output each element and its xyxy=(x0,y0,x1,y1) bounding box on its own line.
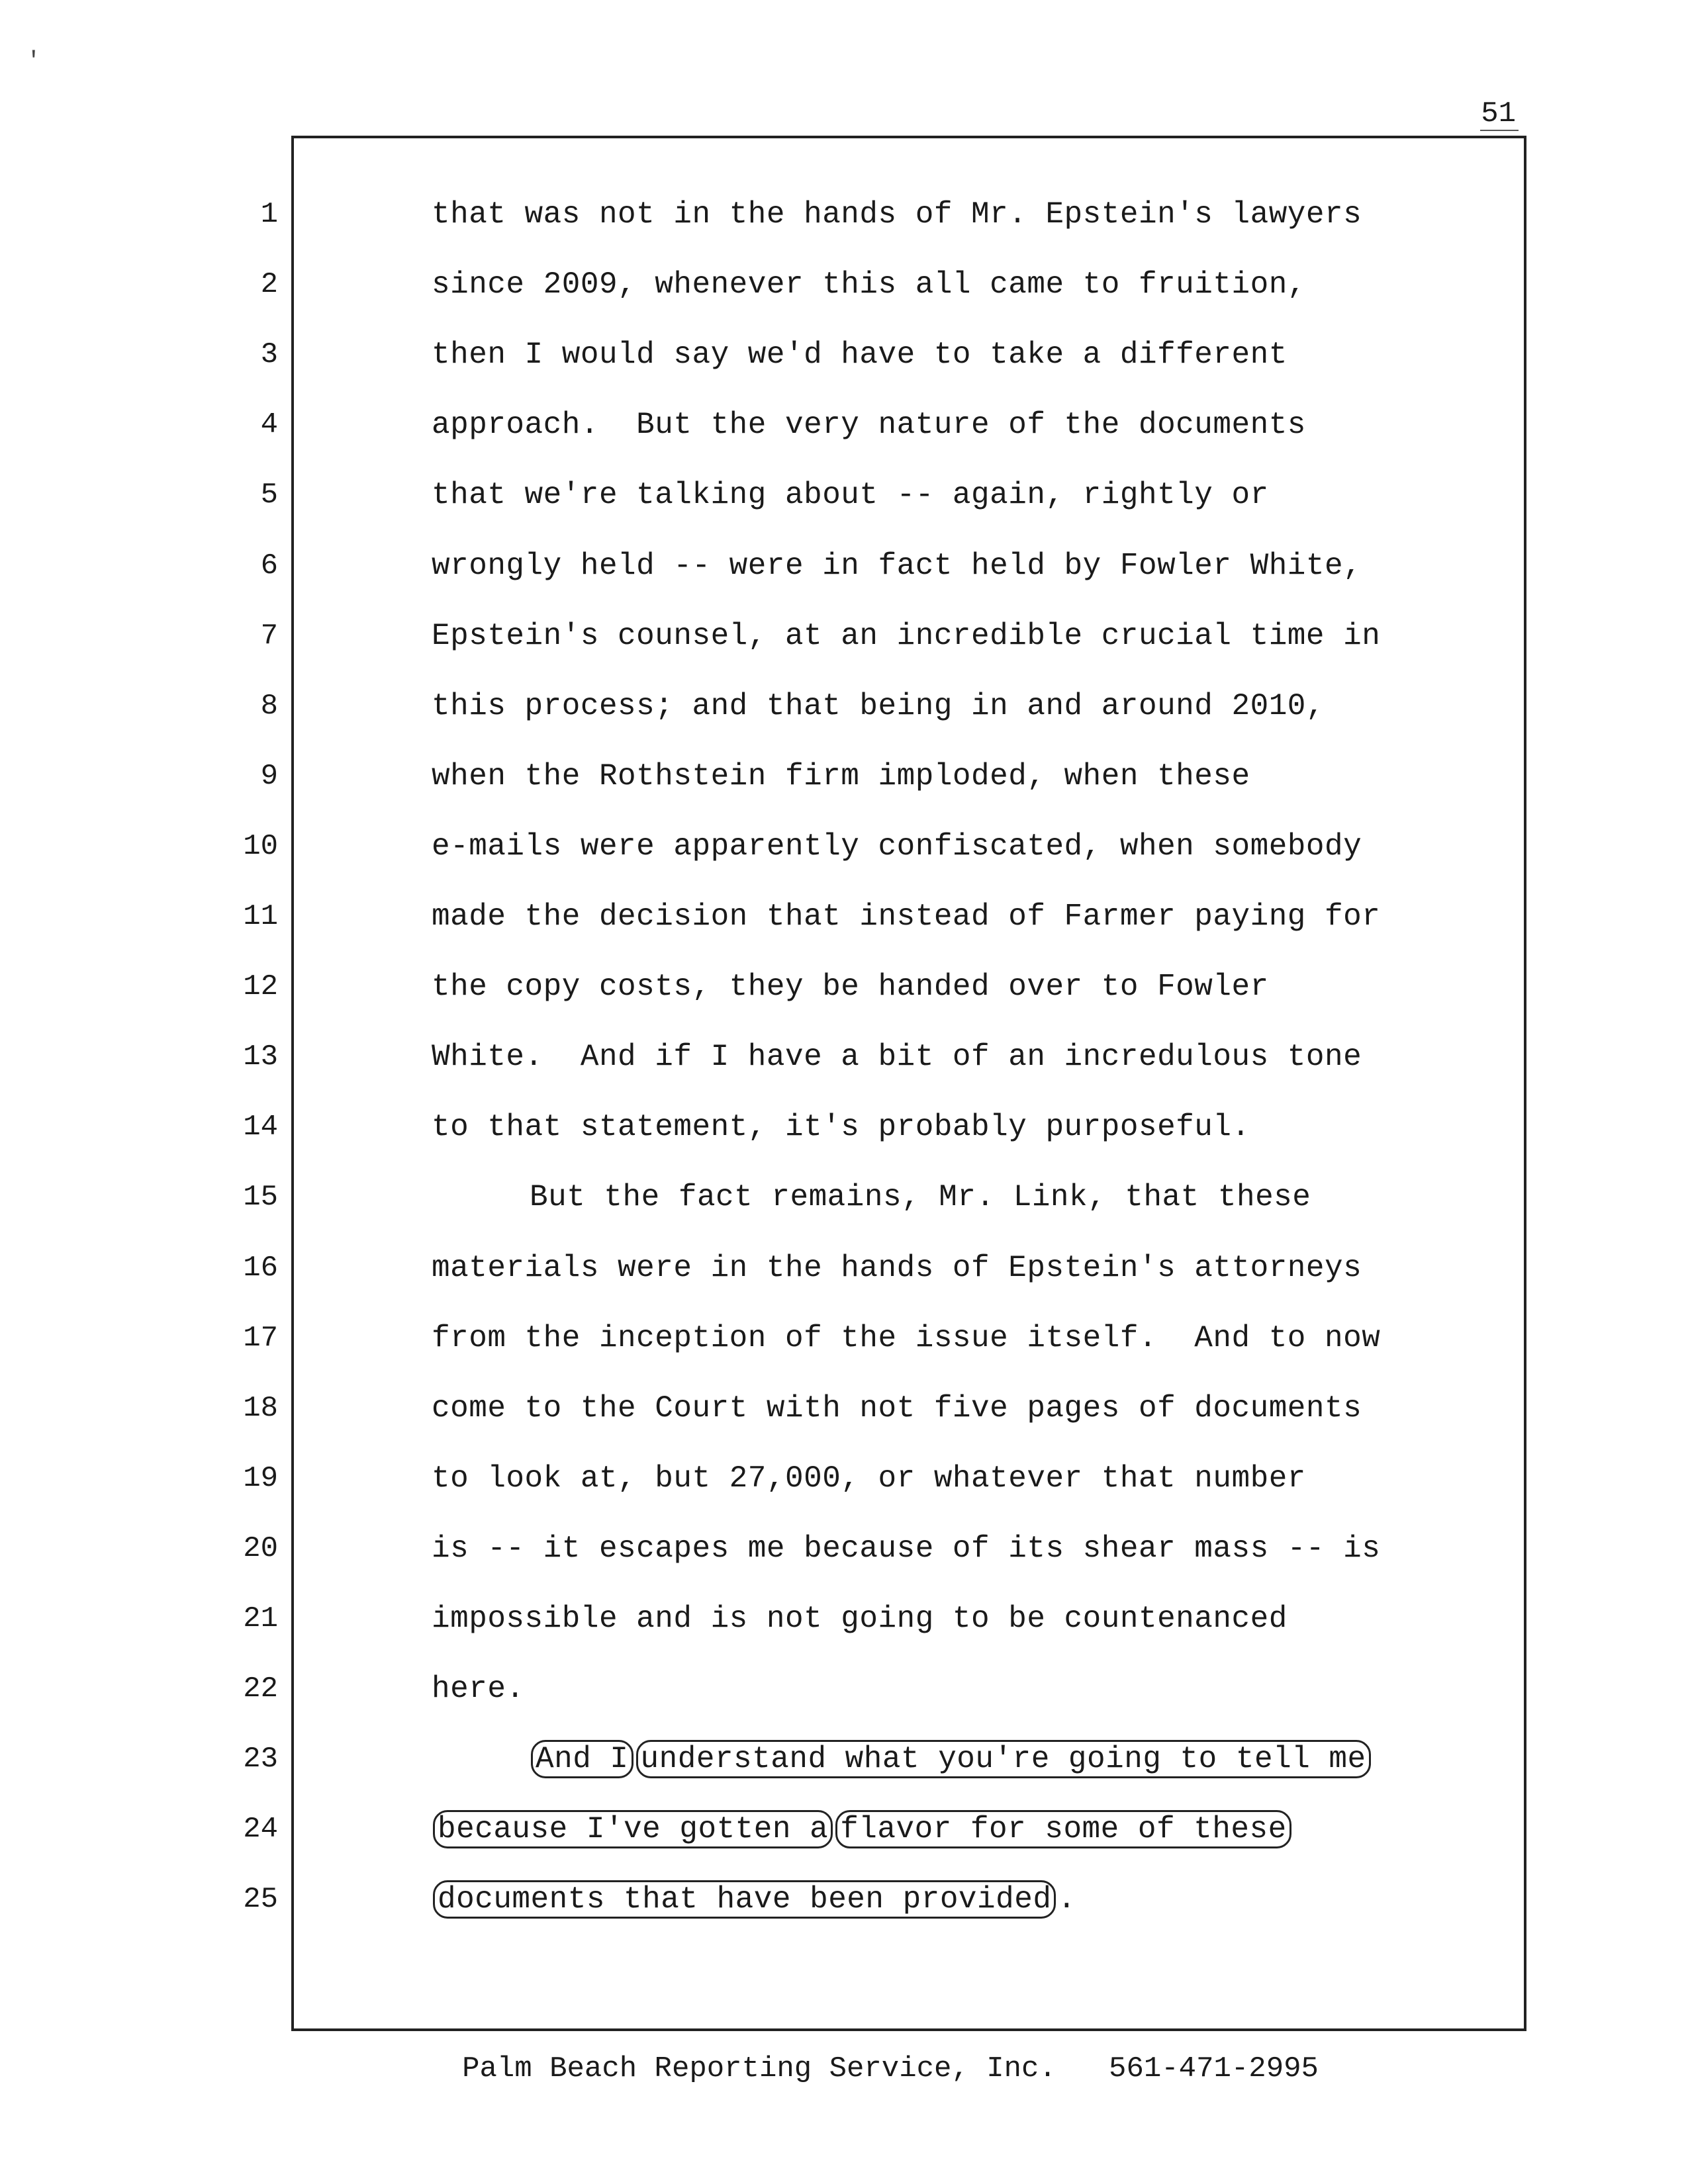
line-text: to look at, but 27,000, or whatever that number xyxy=(432,1461,1306,1496)
line-number: 5 xyxy=(260,478,278,512)
line-text: approach. But the very nature of the documents xyxy=(432,408,1306,442)
highlighted-text: And I xyxy=(531,1740,633,1778)
highlighted-text: because I've gotten a xyxy=(433,1810,833,1848)
line-number: 9 xyxy=(260,760,278,793)
transcript-line xyxy=(432,1599,1288,1639)
line-number: 18 xyxy=(243,1392,278,1425)
transcript-line xyxy=(432,686,1325,726)
transcript-line xyxy=(432,1037,1362,1077)
transcript-line xyxy=(432,1107,1250,1147)
line-number: 4 xyxy=(260,408,278,441)
line-number: 1 xyxy=(260,198,278,231)
line-text: this process; and that being in and around 2010, xyxy=(432,689,1325,723)
transcript-line xyxy=(432,1880,1076,1919)
line-number: 21 xyxy=(243,1602,278,1635)
line-number: 12 xyxy=(243,970,278,1003)
transcript-line xyxy=(432,1669,525,1709)
transcript-line xyxy=(432,756,1250,796)
line-text: But the fact remains, Mr. Link, that these xyxy=(530,1180,1311,1214)
footer-reporting-service: Palm Beach Reporting Service, Inc. 561-471-2995 xyxy=(462,2052,1319,2085)
line-number: 19 xyxy=(243,1462,278,1495)
page-number-rule xyxy=(1480,130,1519,131)
transcript-line xyxy=(432,405,1306,445)
line-text: here. xyxy=(432,1672,525,1706)
line-text: impossible and is not going to be countenanced xyxy=(432,1602,1288,1636)
line-text: from the inception of the issue itself. And to now xyxy=(432,1321,1381,1355)
line-text: e-mails were apparently confiscated, when somebody xyxy=(432,829,1362,864)
transcript-line xyxy=(432,475,1269,515)
transcript-line xyxy=(432,195,1362,234)
line-number: 16 xyxy=(243,1251,278,1285)
line-number: 22 xyxy=(243,1672,278,1706)
transcript-line xyxy=(432,616,1380,656)
line-number: 6 xyxy=(260,549,278,582)
line-text: then I would say we'd have to take a different xyxy=(432,338,1288,372)
highlighted-text: understand what you're going to tell me xyxy=(636,1740,1371,1778)
transcript-line xyxy=(432,265,1306,304)
transcript-line xyxy=(432,1388,1362,1428)
page-number: 51 xyxy=(1481,97,1516,130)
line-number: 25 xyxy=(243,1883,278,1916)
transcript-line xyxy=(432,1809,1293,1849)
line-text: to that statement, it's probably purposeful. xyxy=(432,1110,1250,1144)
line-text: White. And if I have a bit of an incredulous tone xyxy=(432,1040,1362,1074)
line-number: 24 xyxy=(243,1813,278,1846)
transcript-line xyxy=(530,1739,1372,1779)
line-text: wrongly held -- were in fact held by Fowler White, xyxy=(432,549,1362,583)
line-text: come to the Court with not five pages of documents xyxy=(432,1391,1362,1426)
line-number: 15 xyxy=(243,1181,278,1214)
line-text: that we're talking about -- again, rightly or xyxy=(432,478,1269,512)
transcript-line xyxy=(432,1459,1306,1498)
transcript-line xyxy=(432,546,1362,586)
line-text: that was not in the hands of Mr. Epstein's lawyers xyxy=(432,197,1362,232)
line-number: 17 xyxy=(243,1322,278,1355)
transcript-line xyxy=(432,1318,1380,1358)
transcript-line xyxy=(432,1529,1380,1569)
line-text: materials were in the hands of Epstein's attorneys xyxy=(432,1251,1362,1285)
line-number: 2 xyxy=(260,268,278,301)
transcript-line xyxy=(432,1248,1362,1288)
transcript-line xyxy=(432,897,1380,936)
highlighted-text: documents that have been provided xyxy=(433,1880,1056,1919)
line-text: Epstein's counsel, at an incredible crucial time in xyxy=(432,619,1381,653)
transcript-line xyxy=(432,335,1288,375)
line-number: 11 xyxy=(243,900,278,933)
line-number: 14 xyxy=(243,1111,278,1144)
line-text: made the decision that instead of Farmer paying for xyxy=(432,899,1381,934)
line-number: 8 xyxy=(260,690,278,723)
line-text: the copy costs, they be handed over to Fowler xyxy=(432,970,1269,1004)
line-number: 7 xyxy=(260,619,278,653)
highlighted-text: flavor for some of these xyxy=(835,1810,1291,1848)
line-number: 20 xyxy=(243,1532,278,1565)
line-number: 10 xyxy=(243,830,278,863)
line-text: is -- it escapes me because of its shear mass -- is xyxy=(432,1531,1381,1566)
transcript-line xyxy=(530,1177,1311,1217)
scan-artifact-mark: ' xyxy=(26,48,41,75)
transcript-line xyxy=(432,967,1269,1007)
line-number: 13 xyxy=(243,1040,278,1073)
transcript-line xyxy=(432,827,1362,866)
line-text: . xyxy=(1057,1882,1076,1917)
line-text: when the Rothstein firm imploded, when these xyxy=(432,759,1250,794)
line-text: since 2009, whenever this all came to fruition, xyxy=(432,267,1306,302)
line-number: 23 xyxy=(243,1743,278,1776)
line-number: 3 xyxy=(260,338,278,371)
